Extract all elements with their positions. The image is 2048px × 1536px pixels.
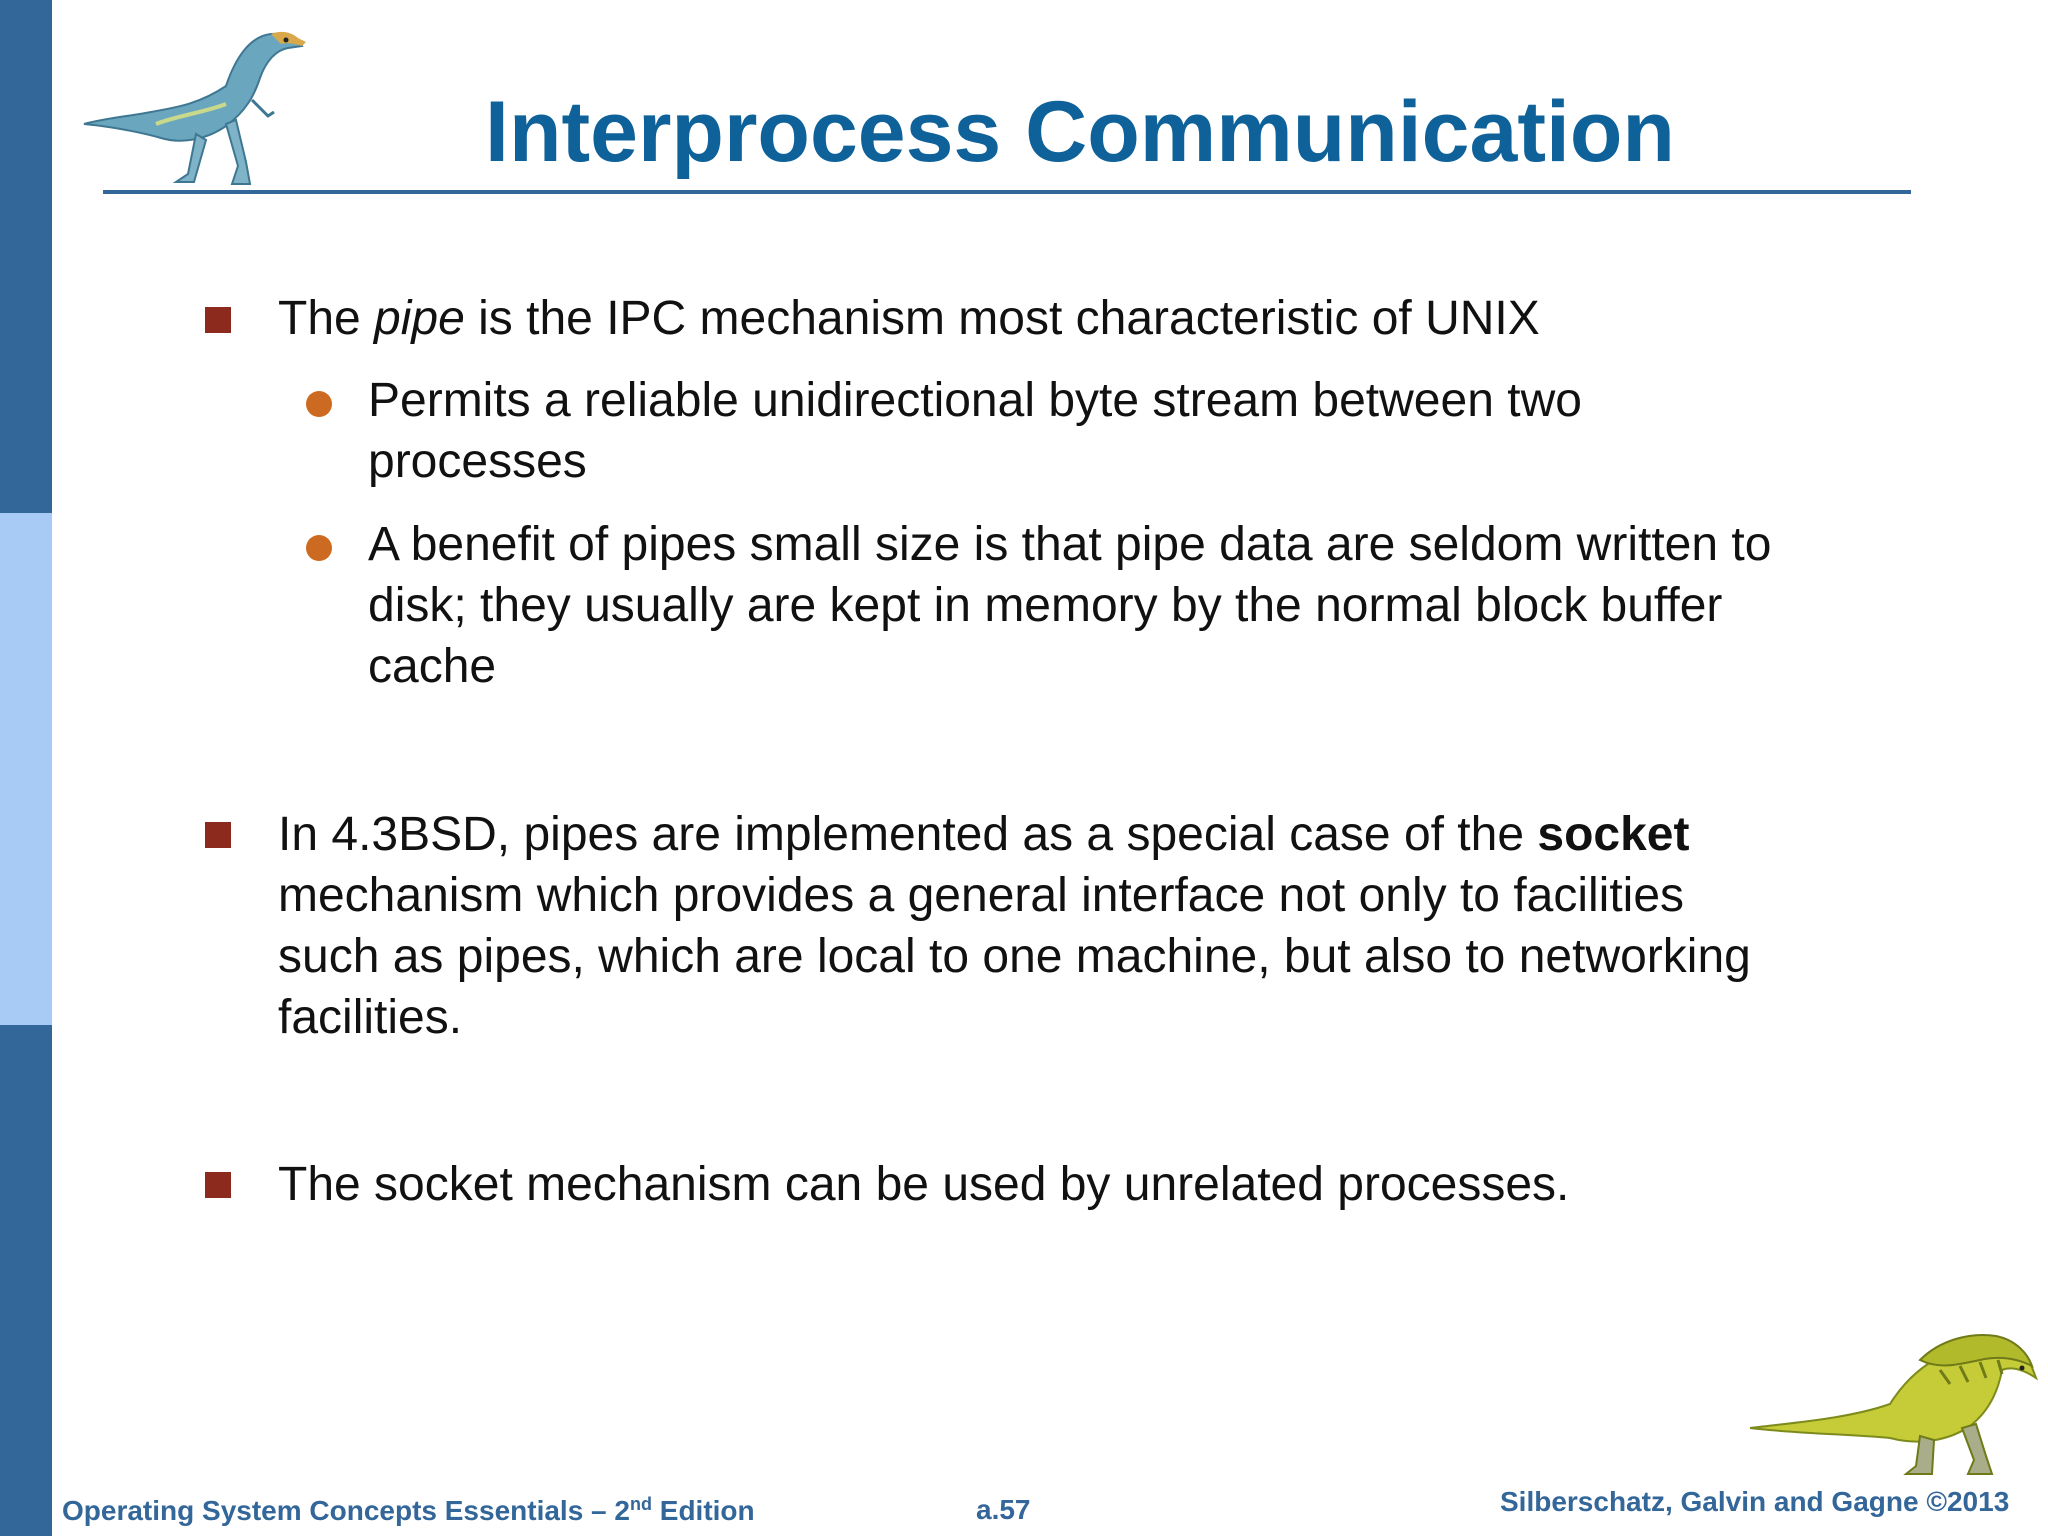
- bullet-bsd-sockets: [278, 804, 1751, 1048]
- slide-title: Interprocess Communication: [485, 84, 1675, 180]
- footer-title-text: Operating System Concepts Essentials – 2: [62, 1495, 630, 1526]
- dinosaur-bottom-icon: [1740, 1300, 2040, 1480]
- square-bullet-icon: [205, 1172, 231, 1198]
- bold-socket: socket: [1537, 808, 1690, 861]
- sidebar-segment-bottom: [0, 1025, 52, 1536]
- footer-page-number: a.57: [976, 1494, 1031, 1525]
- sidebar-segment-top: [0, 0, 52, 513]
- footer-authors: Silberschatz, Galvin and Gagne ©2013: [1500, 1486, 2010, 1517]
- subbullet-line: cache: [368, 640, 497, 693]
- square-bullet-icon: [205, 307, 231, 333]
- bullet-line: facilities.: [278, 991, 463, 1044]
- bullet-socket-unrelated: The socket mechanism can be used by unrelated processes.: [278, 1158, 1570, 1211]
- subbullet-pipe-benefit: [368, 514, 1771, 697]
- bullet-line: [278, 804, 1751, 865]
- emphasis-pipe: pipe: [374, 292, 465, 345]
- subbullet-line: processes: [368, 435, 587, 488]
- left-sidebar-band: [0, 0, 52, 1536]
- dinosaur-top-icon: [76, 16, 316, 192]
- bullet-line: such as pipes, which are local to one machine, but also to networking: [278, 930, 1751, 983]
- round-bullet-icon: [306, 535, 332, 561]
- footer-title-superscript: nd: [629, 1494, 652, 1514]
- footer-title-edition: Edition: [651, 1495, 755, 1526]
- subbullet-line: A benefit of pipes small size is that pipe data are seldom written to: [368, 518, 1772, 571]
- round-bullet-icon: [306, 391, 332, 417]
- bullet-text-segment: is the IPC mechanism most characteristic of UNIX: [464, 292, 1540, 345]
- subbullet-line: Permits a reliable unidirectional byte stream between two: [368, 374, 1582, 427]
- bullet-text-segment: In 4.3BSD, pipes are implemented as a special case of the: [278, 808, 1538, 861]
- title-underline-divider: [103, 190, 1911, 194]
- bullet-line: mechanism which provides a general interface not only to facilities: [278, 869, 1685, 922]
- subbullet-unidirectional-stream: [368, 370, 1582, 492]
- sidebar-segment-middle: [0, 513, 52, 1025]
- bullet-pipe-intro: [278, 288, 1540, 349]
- footer-book-title: [62, 1494, 755, 1527]
- square-bullet-icon: [205, 822, 231, 848]
- bullet-text-segment: The: [278, 292, 375, 345]
- subbullet-line: disk; they usually are kept in memory by the normal block buffer: [368, 579, 1723, 632]
